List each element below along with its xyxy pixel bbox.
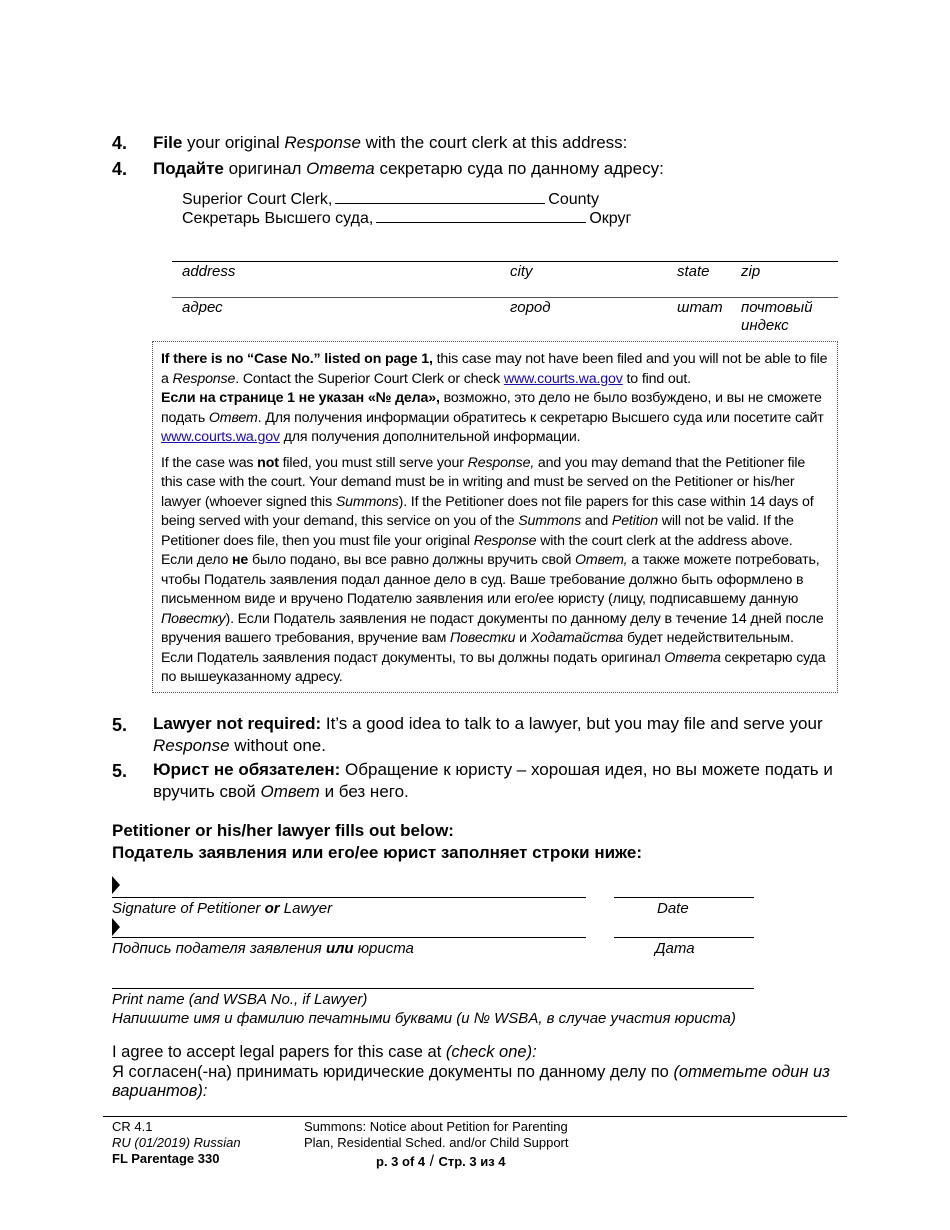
footer-page-sep: /	[425, 1153, 439, 1170]
agree-statement	[112, 1043, 842, 1102]
notice-p2-ru-bold: не	[232, 552, 249, 568]
item-4-number: 4.	[112, 133, 128, 153]
sig-ru-a: Подпись подателя заявления	[112, 940, 326, 957]
state-label-en: state	[677, 263, 710, 280]
item-4-english-text	[153, 131, 843, 155]
signature-line[interactable]	[112, 897, 586, 898]
item-4-ru-italic: Ответа	[306, 159, 375, 178]
agree-ru-a: Я согласен(-на) принимать юридические документы по данному делу по	[112, 1062, 674, 1081]
item-5-en-bold: Lawyer not required:	[153, 714, 322, 733]
item-4-number-ru: 4.	[112, 159, 128, 179]
notice-p2-en-i4: Petition	[611, 513, 658, 529]
footer-title-line2: Plan, Residential Sched. and/or Child Support	[304, 1135, 569, 1150]
footer-rule	[103, 1116, 847, 1117]
notice-p2-en-c: and you may demand that the Petitioner file this case with the court. Your demand must be in writing and must be served on the Petitioner or his/her lawyer (whoever signed this	[161, 454, 806, 510]
date-label-en: Date	[657, 900, 689, 917]
notice-p1-ru-b: . Для получения информации обратитесь к секретарю Высшего суда или посетите сайт	[257, 409, 824, 426]
notice-p2-ru-e: и	[515, 630, 531, 646]
footer-title-line1: Summons: Notice about Petition for Parenting	[304, 1119, 568, 1134]
notice-p2-ru-b: было подано, вы все равно должны вручить свой	[248, 552, 576, 568]
notice-p2-en-i5: Response	[473, 532, 537, 549]
notice-p2-en-e: and	[581, 513, 612, 529]
sign-here-arrow-icon-2	[112, 918, 120, 936]
item-4-en-pre: your original	[182, 133, 285, 152]
item-5-number: 5.	[112, 715, 128, 735]
notice-p1-en-i: Response	[172, 370, 236, 387]
footer-page-ru: Стр. 3 из 4	[438, 1154, 506, 1169]
item-5-number-ru: 5.	[112, 761, 128, 781]
item-4-ru-post: секретарю суда по данному адресу:	[374, 159, 664, 178]
item-5-ru-italic: Ответ	[260, 782, 320, 801]
date-line[interactable]	[614, 897, 754, 898]
city-label-en: city	[510, 263, 533, 280]
notice-p1-en-b: . Contact the Superior Court Clerk or check	[235, 370, 504, 387]
notice-p2-ru-a: Если дело	[161, 552, 233, 568]
notice-p2-ru-f: будет недействительным. Если Податель заявления подаст документы, то вы должны подать оригинал	[161, 630, 794, 666]
footer-title	[304, 1119, 569, 1151]
notice-p2-en-f: will not be valid. If the Petitioner does file, then you must file your original	[161, 513, 794, 549]
clerk-county-en	[182, 189, 599, 209]
notice-p2-en-i2: Summons	[335, 493, 399, 510]
item-5-en-pre: It’s a good idea to talk to a lawyer, but you may file and serve your	[321, 714, 823, 733]
footer-version: RU (01/2019) Russian	[112, 1135, 241, 1150]
footer-left	[112, 1119, 241, 1167]
item-5-en-post: without one.	[229, 736, 326, 755]
clerk-ru-label: Секретарь Высшего суда,	[182, 210, 374, 227]
notice-p2-en-a: If the case was	[161, 454, 258, 471]
notice-p2-en-i3: Summons	[518, 513, 582, 529]
zip-label-en: zip	[741, 263, 761, 280]
date-label-ru: Дата	[655, 940, 695, 957]
footer-code: CR 4.1	[112, 1119, 153, 1134]
sig-en-or: or	[264, 900, 280, 917]
address-line[interactable]	[172, 261, 838, 262]
notice-p2-en-bold: not	[257, 454, 279, 471]
notice-p1-ru-a: возможно, это дело не было возбуждено, и вы не сможете подать	[161, 390, 822, 426]
item-5-en-italic: Response	[153, 736, 230, 755]
sig-ru-b: юриста	[353, 940, 414, 957]
footer-form-name: FL Parentage 330	[112, 1151, 220, 1166]
clerk-ru-suffix: Округ	[589, 210, 632, 227]
notice-p1-ru-bold: Если на странице 1 не указан «№ дела»,	[161, 390, 440, 406]
county-blank-en[interactable]	[335, 189, 545, 204]
address-label-en: address	[182, 263, 236, 280]
item-4-russian-text	[153, 157, 843, 181]
city-label-ru: город	[510, 299, 551, 316]
state-label-ru: штат	[677, 299, 723, 316]
notice-p2-ru-d: ). Если Податель заявления не подаст документы по данному делу в течение 14 дней после вручения вашего требования, вручение вам	[161, 610, 824, 646]
signature-label-ru	[112, 940, 414, 957]
notice-p2-ru-i2: Повестку	[161, 610, 226, 627]
notice-p2-en-g: with the court clerk at the address above.	[536, 532, 793, 549]
notice-p2-ru-i1: Ответ,	[575, 552, 628, 568]
notice-p2-ru-i4: Ходатайства	[530, 630, 624, 646]
case-number-notice-box	[152, 341, 838, 693]
clerk-en-suffix: County	[548, 191, 599, 208]
clerk-en-label: Superior Court Clerk,	[182, 191, 333, 208]
notice-p1-en-a: this case may not have been filed and you will not be able to file a	[161, 351, 828, 387]
agree-ru-i: (отметьте один из вариантов):	[112, 1062, 830, 1100]
sign-here-arrow-icon	[112, 876, 120, 894]
notice-paragraph-2	[161, 454, 829, 688]
item-4-en-bold: File	[153, 133, 183, 152]
date-line-2[interactable]	[614, 937, 754, 938]
clerk-county-ru	[182, 208, 631, 228]
address-divider	[172, 297, 838, 298]
courts-website-link-en[interactable]: www.courts.wa.gov	[503, 370, 623, 387]
footer-page-number	[376, 1154, 506, 1170]
notice-p2-en-d: ). If the Petitioner does not file papers for this case within 14 days of being served with your demand, this service on you of the	[161, 493, 814, 529]
signature-heading-en: Petitioner or his/her lawyer fills out below:	[112, 821, 454, 840]
item-5-ru-pre: Обращение к юристу – хорошая идея, но вы можете подать и вручить свой	[153, 760, 833, 801]
address-label-ru: адрес	[182, 299, 223, 316]
county-blank-ru[interactable]	[376, 208, 586, 223]
notice-p1-en-bold: If there is no “Case No.” listed on page 1,	[161, 351, 433, 367]
item-5-ru-post: и без него.	[319, 782, 409, 801]
sig-ru-or: или	[325, 940, 354, 957]
notice-p1-ru-i: Ответ	[208, 409, 258, 426]
agree-en-a: I agree to accept legal papers for this case at	[112, 1043, 446, 1061]
footer-page-en: p. 3 of 4	[376, 1154, 426, 1169]
notice-p1-en-c: to find out.	[622, 370, 691, 387]
notice-p2-ru-c: а также можете потребовать, чтобы Податель заявления подал данное дело в суд. Ваше требование должно быть оформлено в письменном виде и вручено Подателю заявления или его/ее юристу (лицу, подписавшему данную	[161, 552, 820, 607]
notice-p1-ru-c: для получения дополнительной информации.	[279, 429, 581, 445]
item-4-en-italic: Response	[284, 133, 361, 152]
sig-en-b: Lawyer	[279, 900, 333, 917]
notice-p2-ru-i5: Ответа	[664, 649, 721, 666]
notice-paragraph-1	[161, 350, 829, 448]
item-4-en-post: with the court clerk at this address:	[360, 133, 628, 152]
item-5-english-text	[153, 713, 843, 757]
print-name-label-ru: Напишите имя и фамилию печатными буквами (и № WSBA, в случае участия юриста)	[112, 1010, 736, 1027]
notice-p2-ru-i3: Повестки	[450, 630, 516, 646]
print-name-line[interactable]	[112, 988, 754, 989]
notice-p2-en-i1: Response,	[467, 454, 535, 471]
item-4-ru-bold: Подайте	[153, 159, 224, 178]
notice-p2-en-b: filed, you must still serve your	[278, 454, 468, 471]
courts-website-link-ru[interactable]: www.courts.wa.gov	[161, 429, 280, 445]
agree-en-i: (check one):	[445, 1043, 537, 1061]
sig-en-a: Signature of Petitioner	[112, 900, 265, 917]
item-5-ru-bold: Юрист не обязателен:	[153, 760, 341, 779]
print-name-label-en: Print name (and WSBA No., if Lawyer)	[112, 991, 368, 1008]
zip-label-ru: почтовый индекс	[741, 299, 813, 334]
signature-label-en	[112, 900, 332, 917]
item-5-russian-text	[153, 759, 843, 803]
signature-line-2[interactable]	[112, 937, 586, 938]
notice-p2-ru-g: секретарю суда по вышеуказанному адресу.	[161, 649, 826, 685]
signature-heading-ru: Податель заявления или его/ее юрист заполняет строки ниже:	[112, 843, 642, 862]
item-4-ru-pre: оригинал	[223, 159, 307, 178]
